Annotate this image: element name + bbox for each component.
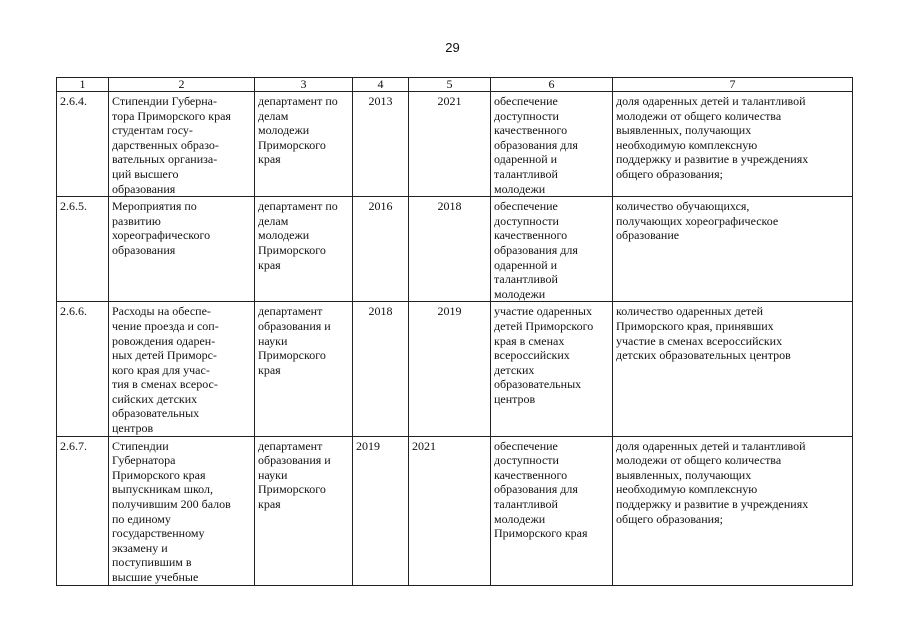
column-header: 4: [353, 78, 409, 92]
table-row: [57, 92, 853, 197]
column-header: 6: [491, 78, 613, 92]
start-year: 2016: [353, 197, 409, 302]
row-number: 2.6.4.: [57, 92, 109, 197]
indicator: количество обучающихся, получающих хореографическое образование: [613, 197, 853, 302]
start-year: 2018: [353, 302, 409, 436]
responsible-executor: департамент образования и науки Приморского края: [255, 302, 353, 436]
indicator: доля одаренных детей и талантливой молодежи от общего количества выявленных, получающих необходимую комплексную поддержку и развитие в учреждениях общего образования;: [613, 92, 853, 197]
end-year: 2021: [409, 92, 491, 197]
program-table: [56, 77, 853, 586]
page-number: 29: [445, 40, 460, 55]
activity-name: Стипендии Губерна- тора Приморского края студентам госу- дарственных образо- вательных организа- ций высшего образования: [109, 92, 255, 197]
end-year: 2021: [409, 436, 491, 585]
indicator: количество одаренных детей Приморского края, принявших участие в сменах всероссийских детских образовательных центров: [613, 302, 853, 436]
start-year: 2019: [353, 436, 409, 585]
column-header: 5: [409, 78, 491, 92]
indicator: доля одаренных детей и талантливой молодежи от общего количества выявленных, получающих необходимую комплексную поддержку и развитие в учреждениях общего образования;: [613, 436, 853, 585]
expected-result: обеспечение доступности качественного образования для одаренной и талантливой молодежи: [491, 197, 613, 302]
end-year: 2019: [409, 302, 491, 436]
column-header: 3: [255, 78, 353, 92]
activity-name: Стипендии Губернатора Приморского края выпускникам школ, получившим 200 балов по единому государственному экзамену и поступившим в высшие учебные: [109, 436, 255, 585]
start-year: 2013: [353, 92, 409, 197]
responsible-executor: департамент образования и науки Приморского края: [255, 436, 353, 585]
activity-name: Расходы на обеспе- чение проезда и соп- ровождения одарен- ных детей Приморс- кого края для учас- тия в сменах всерос- сийских детских образовательных центров: [109, 302, 255, 436]
column-header: 1: [57, 78, 109, 92]
table-row: [57, 436, 853, 585]
activity-name: Мероприятия по развитию хореографического образования: [109, 197, 255, 302]
responsible-executor: департамент по делам молодежи Приморского края: [255, 197, 353, 302]
expected-result: участие одаренных детей Приморского края в сменах всероссийских детских образовательных центров: [491, 302, 613, 436]
table-row: [57, 302, 853, 436]
column-header: 2: [109, 78, 255, 92]
expected-result: обеспечение доступности качественного образования для одаренной и талантливой молодежи: [491, 92, 613, 197]
table-header-row: [57, 78, 853, 92]
column-header: 7: [613, 78, 853, 92]
end-year: 2018: [409, 197, 491, 302]
row-number: 2.6.5.: [57, 197, 109, 302]
table-row: [57, 197, 853, 302]
row-number: 2.6.6.: [57, 302, 109, 436]
responsible-executor: департамент по делам молодежи Приморского края: [255, 92, 353, 197]
expected-result: обеспечение доступности качественного образования для талантливой молодежи Приморского края: [491, 436, 613, 585]
row-number: 2.6.7.: [57, 436, 109, 585]
